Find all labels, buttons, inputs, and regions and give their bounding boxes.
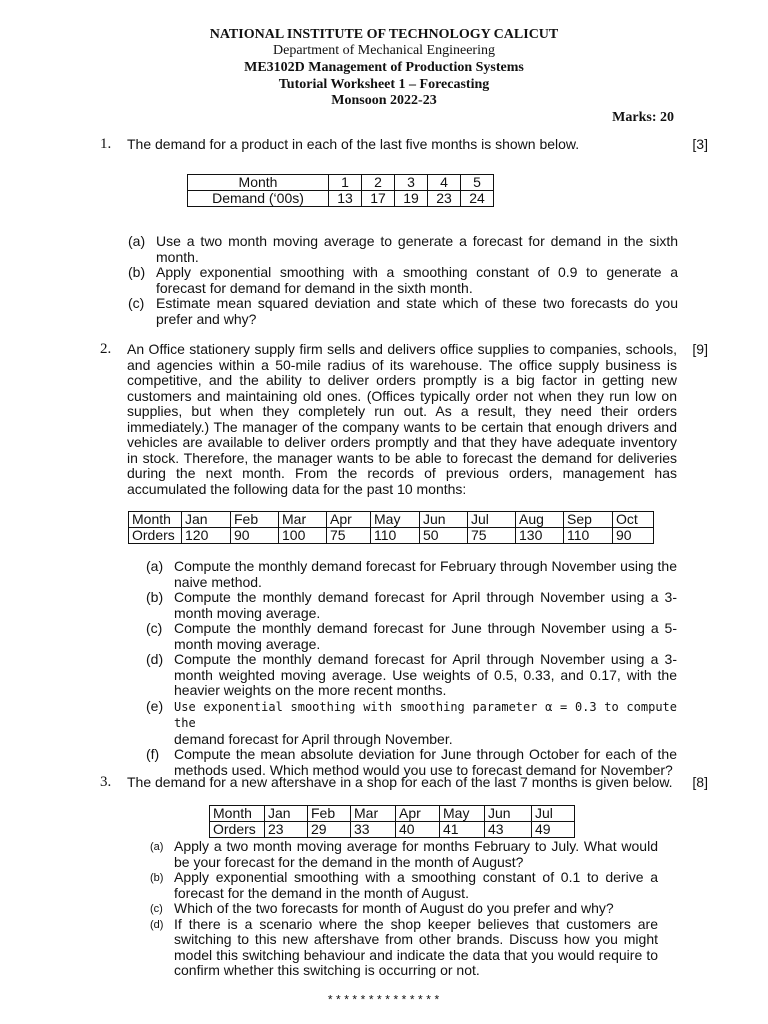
question-marks: [8] <box>692 774 708 790</box>
table-cell: 75 <box>327 528 371 544</box>
question-text: The demand for a new aftershave in a shop for each of the last 7 months is given below. <box>127 774 673 790</box>
table-cell: 17 <box>362 191 395 207</box>
part-text: Compute the monthly demand forecast for April through November using a 3-month moving average. <box>174 589 677 621</box>
part-label: (a) <box>150 841 164 853</box>
table-cell: Feb <box>231 512 279 528</box>
table-cell: 90 <box>231 528 279 544</box>
table-cell: 3 <box>395 175 428 191</box>
part-text: Use a two month moving average to generate a forecast for demand in the sixth month. <box>156 233 678 265</box>
table-cell: 50 <box>420 528 468 544</box>
table-cell: 49 <box>532 822 575 838</box>
part-label: (d) <box>146 651 164 667</box>
orders-table <box>128 511 654 544</box>
table-cell: Aug <box>516 512 564 528</box>
table-cell: 90 <box>613 528 654 544</box>
part-text: Compute the monthly demand forecast for April through November using a 3-month weighted moving average. Use weights of 0.5, 0.33, and 0.17, with the heavier weights on the more recent months. <box>174 651 677 698</box>
table-row <box>210 822 575 838</box>
table-cell: 43 <box>485 822 532 838</box>
table-row <box>188 175 494 191</box>
aftershave-table <box>209 805 575 838</box>
question-1 <box>100 137 710 153</box>
table-cell: Apr <box>396 806 440 822</box>
table-cell: Jul <box>532 806 575 822</box>
demand-table <box>187 174 494 207</box>
list-item <box>128 296 678 327</box>
end-separator: ************** <box>326 994 442 1008</box>
list-item <box>128 265 678 296</box>
table-cell: Apr <box>327 512 371 528</box>
table-cell: May <box>440 806 485 822</box>
table-cell: Jun <box>420 512 468 528</box>
part-label: (c) <box>146 620 163 636</box>
table-cell: 19 <box>395 191 428 207</box>
table-cell: 29 <box>308 822 351 838</box>
part-text: Compute the mean absolute deviation for June through October for each of the methods used. Which method would you use to forecast demand for November? <box>174 746 677 778</box>
question-marks: [9] <box>692 341 708 357</box>
table-cell: 40 <box>396 822 440 838</box>
table-cell: 23 <box>265 822 308 838</box>
part-text: Apply exponential smoothing with a smoothing constant of 0.9 to generate a forecast for demand for demand in the sixth month. <box>156 264 678 296</box>
part-label: (b) <box>150 872 164 884</box>
part-text: Compute the monthly demand forecast for February through November using the naive method. <box>174 558 677 590</box>
part-label: (c) <box>128 295 145 311</box>
part-label: (a) <box>128 233 146 249</box>
total-marks: Marks: 20 <box>612 110 674 125</box>
table-cell: Mar <box>279 512 327 528</box>
table-cell: Feb <box>308 806 351 822</box>
part-text: Apply a two month moving average for months February to July. What would be your forecast for the demand in the month of August? <box>174 838 658 870</box>
table-cell: 100 <box>279 528 327 544</box>
table-cell: Sep <box>564 512 613 528</box>
question-text: An Office stationery supply firm sells and delivers office supplies to companies, schools, and agencies within a 50-mile radius of its warehouse. The office supply business is competitive, and the ability to deliver orders promptly is a big factor in getting new customers and maintaining old ones. (Offices typically order not when they run low on supplies, but when they completely run out. As a result, they need their orders immediately.) The manager of the company wants to be certain that enough drivers and vehicles are available to deliver orders promptly and that they have adequate inventory in stock. Therefore, the manager wants to be able to forecast the demand for deliveries during the next month. From the records of previous orders, management has accumulated the following data for the past 10 months: <box>127 341 677 497</box>
question-3-parts <box>150 839 658 979</box>
table-cell: 4 <box>428 175 461 191</box>
part-label: (b) <box>146 589 164 605</box>
part-text: Compute the monthly demand forecast for June through November using a 5-month moving average. <box>174 620 677 652</box>
question-2-parts <box>146 559 677 778</box>
table-cell: 1 <box>329 175 362 191</box>
table-cell: 120 <box>182 528 231 544</box>
list-item <box>150 901 658 917</box>
table-row <box>210 806 575 822</box>
list-item <box>146 559 677 590</box>
table-row <box>129 512 654 528</box>
question-number: 1. <box>100 136 112 152</box>
part-text: demand forecast for April through November. <box>174 730 453 747</box>
question-marks: [3] <box>692 136 708 152</box>
part-label: (d) <box>150 918 164 931</box>
table-cell: Oct <box>613 512 654 528</box>
table-row <box>188 191 494 207</box>
part-text: If there is a scenario where the shop keeper believes that customers are switching to this new aftershave from other brands. Discuss how you might model this switching behaviour and indicate the data that you would require to confirm whether this switching is occurring or not. <box>174 915 658 978</box>
table-cell: Month <box>210 806 265 822</box>
table-cell: Jun <box>485 806 532 822</box>
table-cell: Month <box>188 175 329 191</box>
worksheet-title: Tutorial Worksheet 1 – Forecasting <box>278 77 490 92</box>
part-label: (c) <box>150 903 163 915</box>
list-item <box>150 870 658 901</box>
list-item <box>150 917 658 979</box>
table-cell: 110 <box>371 528 420 544</box>
list-item <box>146 621 677 652</box>
part-text-mono: Use exponential smoothing with smoothing parameter α = 0.3 to compute the <box>174 699 677 730</box>
institute-name: NATIONAL INSTITUTE OF TECHNOLOGY CALICUT <box>209 27 559 42</box>
table-cell: Demand (‘00s) <box>188 191 329 207</box>
question-number: 3. <box>100 774 112 790</box>
table-cell: 41 <box>440 822 485 838</box>
question-3 <box>100 775 710 791</box>
table-cell: Mar <box>351 806 396 822</box>
part-text: Apply exponential smoothing with a smoothing constant of 0.1 to derive a forecast for the demand in the month of August. <box>174 869 658 901</box>
table-cell: 2 <box>362 175 395 191</box>
session-label: Monsoon 2022-23 <box>331 93 437 108</box>
table-cell: 33 <box>351 822 396 838</box>
table-cell: May <box>371 512 420 528</box>
part-label: (b) <box>128 264 146 280</box>
question-1-parts <box>128 234 678 327</box>
list-item <box>146 652 677 699</box>
list-item <box>146 699 677 748</box>
part-text: Which of the two forecasts for month of August do you prefer and why? <box>174 900 614 916</box>
question-number: 2. <box>100 341 112 357</box>
part-label: (e) <box>146 697 164 714</box>
list-item <box>150 839 658 870</box>
table-cell: 24 <box>461 191 494 207</box>
part-label: (f) <box>146 746 160 762</box>
list-item <box>146 590 677 621</box>
table-cell: 13 <box>329 191 362 207</box>
table-cell: 75 <box>468 528 516 544</box>
part-label: (a) <box>146 558 164 574</box>
table-row <box>129 528 654 544</box>
table-cell: 130 <box>516 528 564 544</box>
table-cell: 110 <box>564 528 613 544</box>
question-text: The demand for a product in each of the last five months is shown below. <box>127 136 580 152</box>
part-text: Estimate mean squared deviation and state which of these two forecasts do you prefer and why? <box>156 295 678 327</box>
table-cell: Orders <box>129 528 182 544</box>
list-item <box>128 234 678 265</box>
table-cell: Orders <box>210 822 265 838</box>
course-title: ME3102D Management of Production Systems <box>244 60 524 75</box>
table-cell: Jan <box>265 806 308 822</box>
department-name: Department of Mechanical Engineering <box>273 43 495 58</box>
table-cell: 5 <box>461 175 494 191</box>
table-cell: Month <box>129 512 182 528</box>
table-cell: 23 <box>428 191 461 207</box>
table-cell: Jan <box>182 512 231 528</box>
question-2 <box>100 342 710 497</box>
table-cell: Jul <box>468 512 516 528</box>
